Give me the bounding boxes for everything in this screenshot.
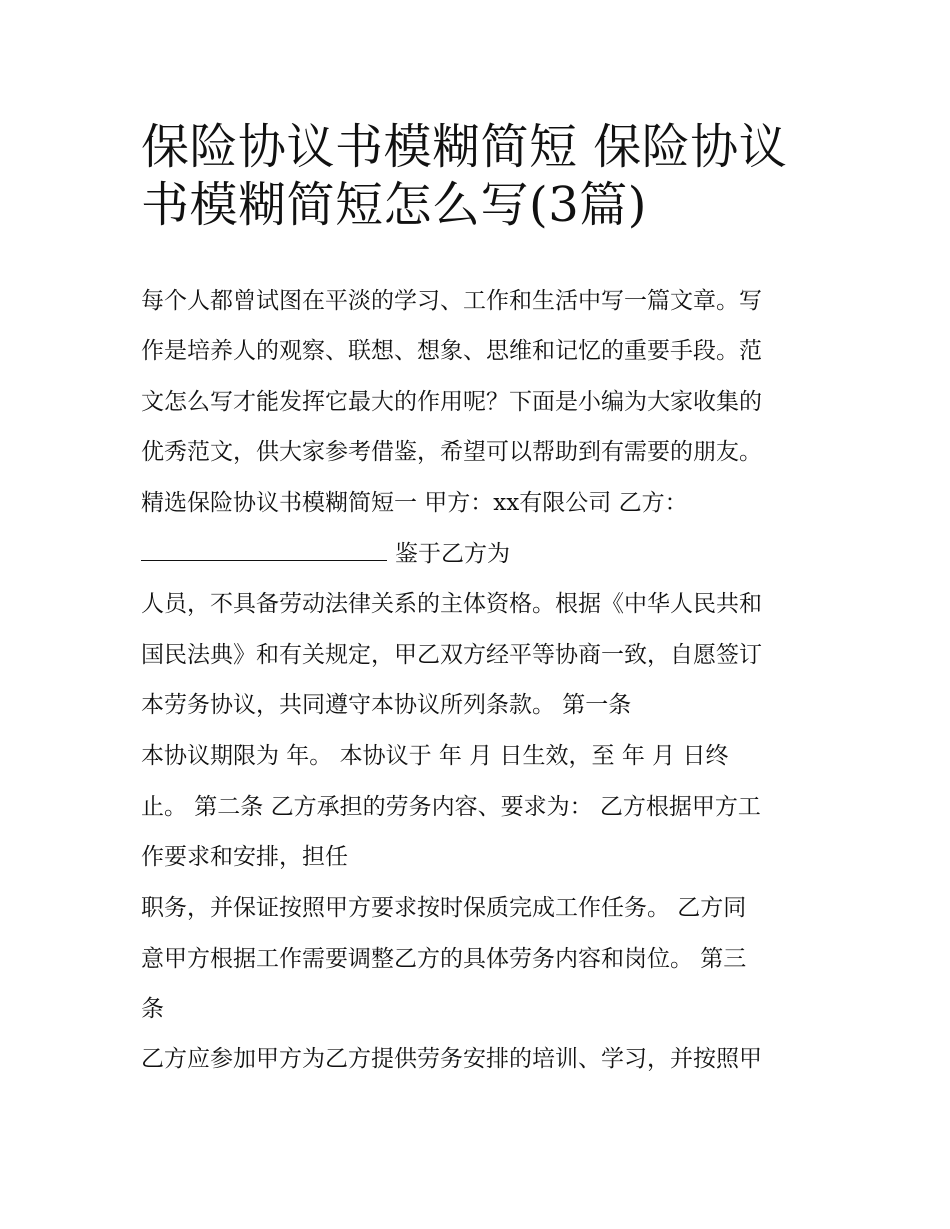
body-line-10: 本协议期限为 年。 本协议于 年 月 日生效，至 年 月 日终 <box>141 743 729 769</box>
body-line-7: 人员，不具备劳动法律关系的主体资格。根据《中华人民共和 <box>141 591 762 617</box>
body-line-1: 每个人都曾试图在平淡的学习、工作和生活中写一篇文章。写 <box>141 288 762 314</box>
body-line-9: 本劳务协议，共同遵守本协议所列条款。 第一条 <box>141 692 632 718</box>
body-line-5: 精选保险协议书模糊简短一 甲方：xx有限公司 乙方： <box>141 490 688 516</box>
document-title <box>141 118 831 234</box>
body-line-6 <box>141 538 821 569</box>
body-line-12: 作要求和安排，担任 <box>141 844 348 870</box>
body-line-13: 职务，并保证按照甲方要求按时保质完成工作任务。 乙方同 <box>141 895 747 921</box>
body-line-15: 条 <box>141 996 164 1022</box>
title-line-2: 书模糊简短怎么写(3篇) <box>141 177 647 233</box>
body-line-16: 乙方应参加甲方为乙方提供劳务安排的培训、学习，并按照甲 <box>141 1046 762 1072</box>
body-line-11: 止。 第二条 乙方承担的劳务内容、要求为： 乙方根据甲方工 <box>141 794 761 820</box>
title-line-1: 保险协议书模糊简短 保险协议 <box>141 119 788 175</box>
body-line-3: 文怎么写才能发挥它最大的作用呢？下面是小编为大家收集的 <box>141 389 762 415</box>
body-line-4: 优秀范文，供大家参考借鉴，希望可以帮助到有需要的朋友。 <box>141 439 762 465</box>
body-line-8: 国民法典》和有关规定，甲乙双方经平等协商一致，自愿签订 <box>141 642 762 668</box>
body-line-14: 意甲方根据工作需要调整乙方的具体劳务内容和岗位。 第三 <box>141 946 747 972</box>
fill-in-blank <box>141 538 387 561</box>
body-line-6-text: 鉴于乙方为 <box>395 541 510 567</box>
body-line-2: 作是培养人的观察、联想、想象、思维和记忆的重要手段。范 <box>141 338 762 364</box>
